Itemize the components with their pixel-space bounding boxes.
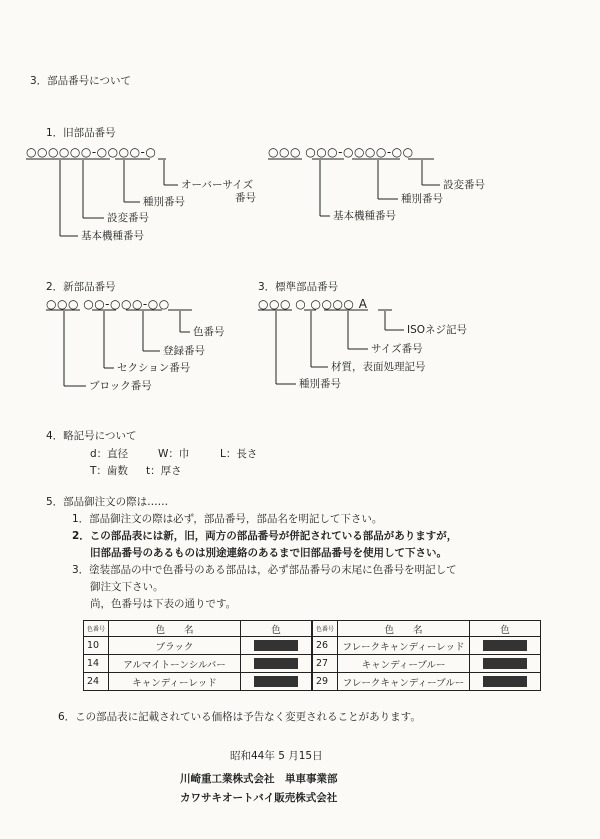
old-b-label-design-change: 設変番号 <box>443 179 485 191</box>
new-code-pattern: ○○○ ○○-○○○-○○ <box>46 297 170 311</box>
abbr-thickness: t：厚さ <box>146 465 182 477</box>
color-swatch <box>254 676 298 687</box>
old-label-number: 番号 <box>235 192 256 204</box>
old-b-label-base-model: 基本機種番号 <box>333 210 396 222</box>
color-number: 29 <box>312 673 338 691</box>
color-name: ブラック <box>109 637 241 655</box>
color-name: フレークキャンディーブルー <box>338 673 470 691</box>
new-label-block: ブロック番号 <box>89 380 152 392</box>
order-note-1: 1．部品御注文の際は必ず，部品番号，部品名を明記して下さい。 <box>72 513 383 525</box>
color-number: 27 <box>312 655 338 673</box>
old-label-type-number: 種別番号 <box>143 196 185 208</box>
color-name: キャンディーブルー <box>338 655 470 673</box>
order-note-2a: 2．この部品表には新，旧，両方の部品番号が併記されている部品がありますが， <box>72 530 458 542</box>
standard-code-pattern: ○○○ ○ ○○○○ A <box>258 297 368 311</box>
std-label-iso-thread: ISOネジ記号 <box>407 324 468 336</box>
color-number: 26 <box>312 637 338 655</box>
section-5-title: 5．部品御注文の際は…… <box>46 496 169 508</box>
color-swatch <box>483 640 527 651</box>
abbr-teeth: T：歯数 <box>90 465 128 477</box>
color-swatch <box>483 676 527 687</box>
header-color-name-right: 色 名 <box>338 621 470 637</box>
new-part-number-title: 2．新部品番号 <box>46 281 116 293</box>
footer-company-2: カワサキオートバイ販売株式会社 <box>180 792 338 804</box>
order-note-2b: 旧部品番号のあるものは別途連絡のあるまで旧部品番号を使用して下さい。 <box>90 547 447 559</box>
color-name: アルマイトーンシルバー <box>109 655 241 673</box>
color-swatch <box>254 658 298 669</box>
table-row <box>84 655 541 673</box>
order-note-3c: 尚，色番号は下表の通りです。 <box>90 598 237 610</box>
old-label-base-model: 基本機種番号 <box>81 230 144 242</box>
color-name: キャンディーレッド <box>109 673 241 691</box>
footer-date: 昭和44年 5 月15日 <box>230 750 323 762</box>
color-name: フレークキャンディーレッド <box>338 637 470 655</box>
old-code-pattern-a: ○○○○○○-○○○○-○ <box>26 145 157 159</box>
std-label-material: 材質，表面処理記号 <box>331 361 426 373</box>
new-label-section: セクション番号 <box>117 362 191 374</box>
old-b-label-type-number: 種別番号 <box>401 193 443 205</box>
new-label-color-number: 色番号 <box>193 326 225 338</box>
order-note-3b: 御注文下さい。 <box>90 581 164 593</box>
color-swatch <box>483 658 527 669</box>
color-number: 10 <box>84 637 109 655</box>
header-color: 色 <box>241 621 313 637</box>
standard-part-number-title: 3．標準部品番号 <box>258 281 339 293</box>
footer-company-1: 川崎重工業株式会社 単車事業部 <box>180 773 338 785</box>
abbr-width: W：巾 <box>158 448 190 460</box>
table-header-row <box>84 621 541 637</box>
color-swatch <box>254 640 298 651</box>
std-label-type: 種別番号 <box>299 378 341 390</box>
color-number: 14 <box>84 655 109 673</box>
old-code-pattern-b: ○○○ ○○○-○○○○-○○ <box>268 145 414 159</box>
old-label-design-change: 設変番号 <box>107 212 149 224</box>
section-3-title: 3．部品番号について <box>30 75 131 87</box>
order-note-3a: 3．塗装部品の中で色番号のある部品は，必ず部品番号の末尾に色番号を明記して <box>72 564 457 576</box>
header-color-name: 色 名 <box>109 621 241 637</box>
table-row <box>84 637 541 655</box>
old-part-number-title: 1．旧部品番号 <box>46 127 116 139</box>
abbr-diameter: d：直径 <box>90 448 129 460</box>
color-number-table <box>83 620 541 691</box>
old-label-oversize: オーバーサイズ <box>181 179 254 191</box>
header-color-number: 色番号 <box>84 621 109 637</box>
header-color-right: 色 <box>470 621 541 637</box>
section-4-title: 4．略記号について <box>46 430 137 442</box>
section-6-note: 6．この部品表に記載されている価格は予告なく変更されることがあります。 <box>58 711 421 723</box>
table-row <box>84 673 541 691</box>
abbr-length: L：長さ <box>220 448 258 460</box>
header-color-number-right: 色番号 <box>312 621 338 637</box>
new-label-registration: 登録番号 <box>163 345 205 357</box>
std-label-size: サイズ番号 <box>371 343 423 355</box>
color-number: 24 <box>84 673 109 691</box>
